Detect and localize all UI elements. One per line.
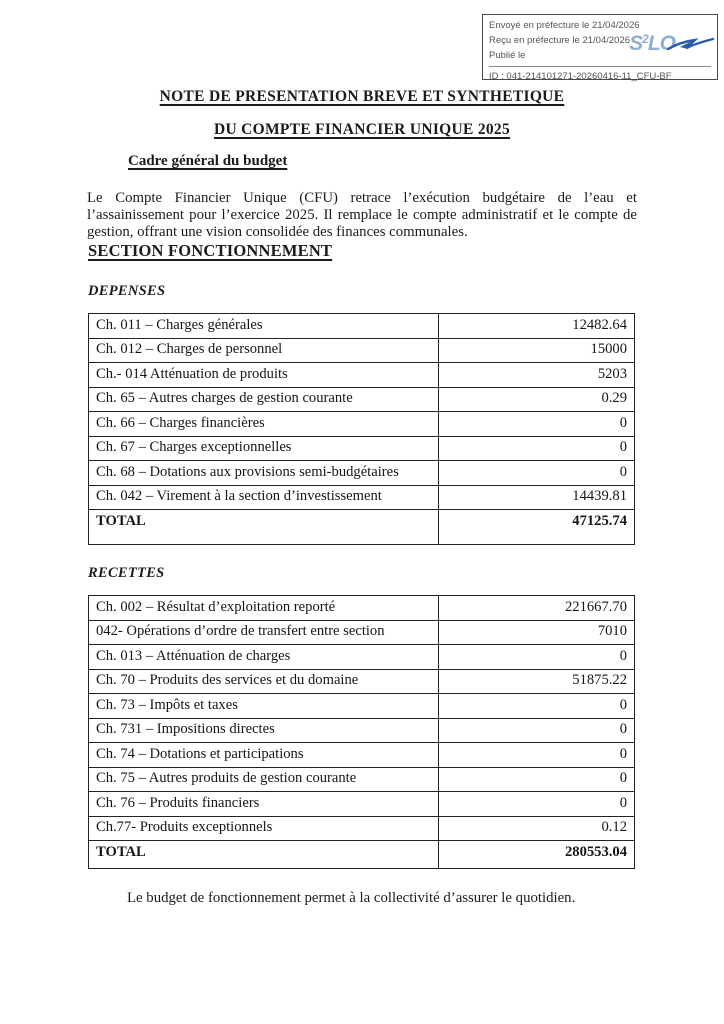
table-row	[89, 596, 635, 621]
row-value: 7010	[439, 620, 635, 645]
row-value: 0	[439, 767, 635, 792]
s2lo-logo	[629, 32, 715, 56]
stamp-line-publie: Publié le	[489, 50, 526, 61]
row-label: Ch. 66 – Charges financières	[89, 412, 439, 437]
row-label: Ch. 76 – Produits financiers	[89, 792, 439, 817]
table-row	[89, 436, 635, 461]
row-label: Ch.77- Produits exceptionnels	[89, 816, 439, 841]
section-heading-fonctionnement: SECTION FONCTIONNEMENT	[88, 241, 333, 260]
table-row	[89, 816, 635, 841]
total-value: 47125.74	[439, 510, 635, 545]
row-label: Ch. 012 – Charges de personnel	[89, 338, 439, 363]
row-label: Ch. 65 – Autres charges de gestion courante	[89, 387, 439, 412]
row-value: 0	[439, 694, 635, 719]
row-label: Ch. 731 – Impositions directes	[89, 718, 439, 743]
table-row	[89, 645, 635, 670]
footer-note: Le budget de fonctionnement permet à la collectivité d’assurer le quotidien.	[127, 890, 576, 906]
row-label: Ch. 74 – Dotations et participations	[89, 743, 439, 768]
table-row	[89, 412, 635, 437]
total-label: TOTAL	[89, 510, 439, 545]
document-title-line2: DU COMPTE FINANCIER UNIQUE 2025	[213, 121, 511, 138]
table-row	[89, 718, 635, 743]
table-row	[89, 767, 635, 792]
table-row	[89, 485, 635, 510]
row-label: Ch. 75 – Autres produits de gestion courante	[89, 767, 439, 792]
total-value: 280553.04	[439, 841, 635, 869]
recettes-heading: RECETTES	[88, 565, 165, 581]
stamp-line-recu: Reçu en préfecture le 21/04/2026	[489, 35, 631, 46]
row-label: Ch. 013 – Atténuation de charges	[89, 645, 439, 670]
intro-paragraph: Le Compte Financier Unique (CFU) retrace l’exécution budgétaire de l’eau et l’assainissement pour l’exercice 2025. Il remplace le compte administratif et le compte de gestion, offrant une vision consolidée des finances communales.	[87, 190, 637, 240]
total-label: TOTAL	[89, 841, 439, 869]
table-row	[89, 792, 635, 817]
depenses-table	[88, 313, 635, 545]
logo-letters-lo: LO	[647, 32, 675, 55]
table-row	[89, 694, 635, 719]
document-title-line1: NOTE DE PRESENTATION BREVE ET SYNTHETIQUE	[159, 88, 565, 105]
row-value: 0.29	[439, 387, 635, 412]
table-row	[89, 461, 635, 486]
row-value: 0	[439, 412, 635, 437]
row-label: 042- Opérations d’ordre de transfert entre section	[89, 620, 439, 645]
stamp-id-line: ID : 041-214101271-20260416-11_CFU-BF	[489, 66, 711, 83]
row-label: Ch. 73 – Impôts et taxes	[89, 694, 439, 719]
table-row	[89, 743, 635, 768]
table-row	[89, 338, 635, 363]
row-label: Ch.- 014 Atténuation de produits	[89, 363, 439, 388]
table-row	[89, 363, 635, 388]
row-value: 0.12	[439, 816, 635, 841]
row-value: 0	[439, 436, 635, 461]
row-label: Ch. 68 – Dotations aux provisions semi-budgétaires	[89, 461, 439, 486]
stamp-line-envoye: Envoyé en préfecture le 21/04/2026	[489, 20, 640, 31]
row-value: 15000	[439, 338, 635, 363]
depenses-heading: DEPENSES	[88, 283, 166, 299]
row-value: 0	[439, 718, 635, 743]
table-row	[89, 314, 635, 339]
row-value: 51875.22	[439, 669, 635, 694]
row-label: Ch. 67 – Charges exceptionnelles	[89, 436, 439, 461]
row-value: 0	[439, 645, 635, 670]
logo-exponent: 2	[642, 32, 648, 46]
row-value: 221667.70	[439, 596, 635, 621]
total-row	[89, 510, 635, 545]
row-value: 14439.81	[439, 485, 635, 510]
subtitle-cadre-general: Cadre général du budget	[128, 153, 288, 169]
swoosh-icon	[667, 36, 715, 54]
total-row	[89, 841, 635, 869]
row-value: 12482.64	[439, 314, 635, 339]
row-value: 5203	[439, 363, 635, 388]
row-value: 0	[439, 743, 635, 768]
row-label: Ch. 011 – Charges générales	[89, 314, 439, 339]
recettes-table	[88, 595, 635, 869]
prefecture-stamp	[482, 14, 718, 80]
table-row	[89, 620, 635, 645]
row-label: Ch. 70 – Produits des services et du domaine	[89, 669, 439, 694]
row-label: Ch. 002 – Résultat d’exploitation reporté	[89, 596, 439, 621]
logo-letter-s: S	[629, 32, 643, 55]
table-row	[89, 387, 635, 412]
row-value: 0	[439, 792, 635, 817]
row-value: 0	[439, 461, 635, 486]
table-row	[89, 669, 635, 694]
row-label: Ch. 042 – Virement à la section d’investissement	[89, 485, 439, 510]
